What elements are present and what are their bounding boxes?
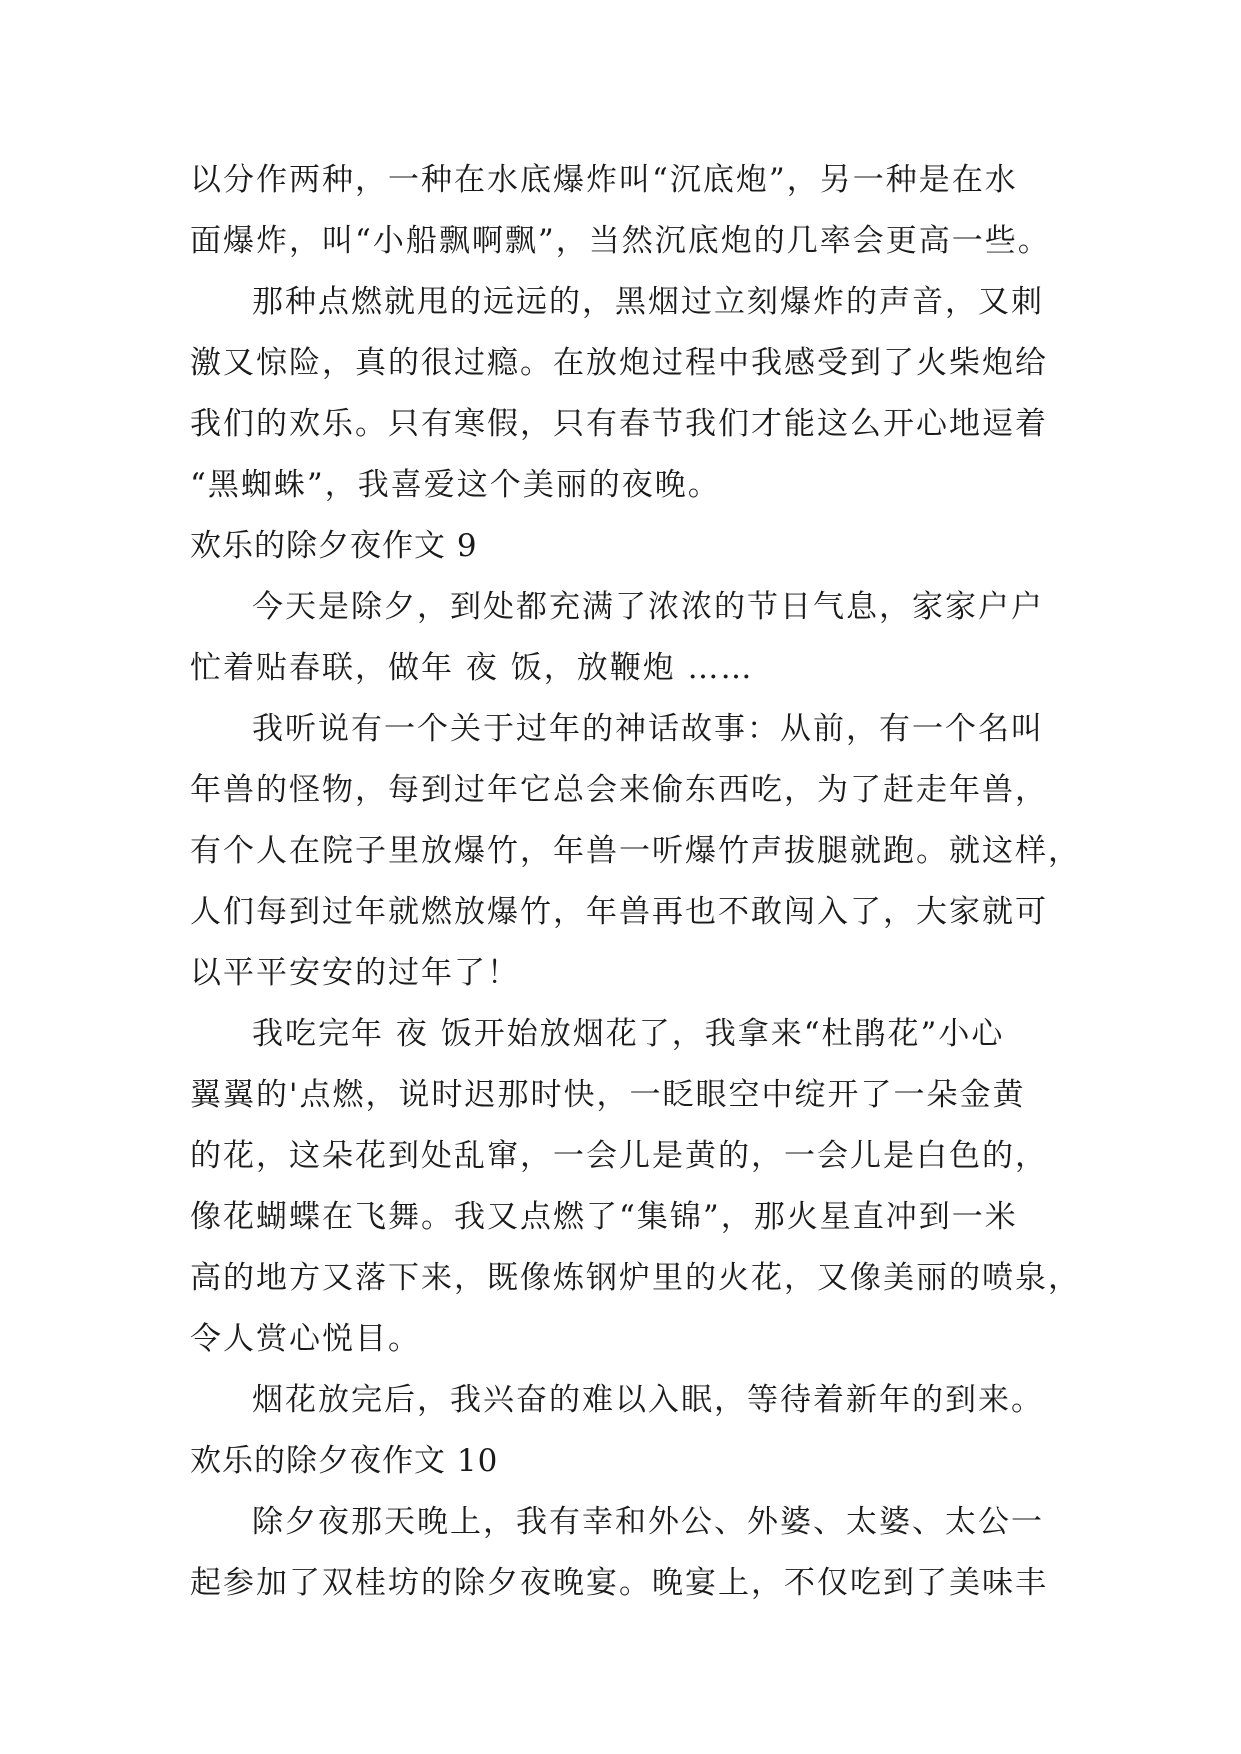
text-line: 我们的欢乐。只有寒假，只有春节我们才能这么开心地逗着 xyxy=(190,406,1048,442)
text-line: 以分作两种，一种在水底爆炸叫“沉底炮”，另一种是在水 xyxy=(190,162,1018,198)
section-heading: 欢乐的除夕夜作文 9 xyxy=(190,528,478,564)
text-line: 我吃完年 夜 饭开始放烟花了，我拿来“杜鹃花”小心 xyxy=(252,1016,1005,1052)
text-line: 起参加了双桂坊的除夕夜晚宴。晚宴上，不仅吃到了美味丰 xyxy=(190,1565,1048,1601)
text-line: 的花，这朵花到处乱窜，一会儿是黄的，一会儿是白色的， xyxy=(190,1138,1048,1174)
text-line: 有个人在院子里放爆竹，年兽一听爆竹声拔腿就跑。就这样， xyxy=(190,833,1081,869)
text-line: 面爆炸，叫“小船飘啊飘”，当然沉底炮的几率会更高一些。 xyxy=(190,223,1051,259)
text-line: 忙着贴春联，做年 夜 饭，放鞭炮 …… xyxy=(190,650,754,686)
text-line: 翼翼的'点燃，说时迟那时快，一眨眼空中绽开了一朵金黄 xyxy=(190,1077,1026,1113)
text-line: 那种点燃就甩的远远的，黑烟过立刻爆炸的声音，又刺 xyxy=(252,284,1044,320)
text-line: 令人赏心悦目。 xyxy=(190,1321,421,1357)
text-line: 像花蝴蝶在飞舞。我又点燃了“集锦”，那火星直冲到一米 xyxy=(190,1199,1018,1235)
text-line: 高的地方又落下来，既像炼钢炉里的火花，又像美丽的喷泉， xyxy=(190,1260,1081,1296)
text-line: 激又惊险，真的很过瘾。在放炮过程中我感受到了火柴炮给 xyxy=(190,345,1048,381)
document-body xyxy=(190,150,1081,1614)
text-line: 烟花放完后，我兴奋的难以入眠，等待着新年的到来。 xyxy=(252,1382,1044,1418)
text-line: 除夕夜那天晚上，我有幸和外公、外婆、太婆、太公一 xyxy=(252,1504,1044,1540)
text-line: 以平平安安的过年了！ xyxy=(190,955,520,991)
text-line: “黑蜘蛛”，我喜爱这个美丽的夜晚。 xyxy=(190,467,721,503)
section-heading: 欢乐的除夕夜作文 10 xyxy=(190,1443,499,1479)
text-line: 我听说有一个关于过年的神话故事：从前，有一个名叫 xyxy=(252,711,1044,747)
text-line: 人们每到过年就燃放爆竹，年兽再也不敢闯入了，大家就可 xyxy=(190,894,1048,930)
document-page xyxy=(190,150,1081,1614)
text-line: 今天是除夕，到处都充满了浓浓的节日气息，家家户户 xyxy=(252,589,1044,625)
text-line: 年兽的怪物，每到过年它总会来偷东西吃，为了赶走年兽， xyxy=(190,772,1048,808)
